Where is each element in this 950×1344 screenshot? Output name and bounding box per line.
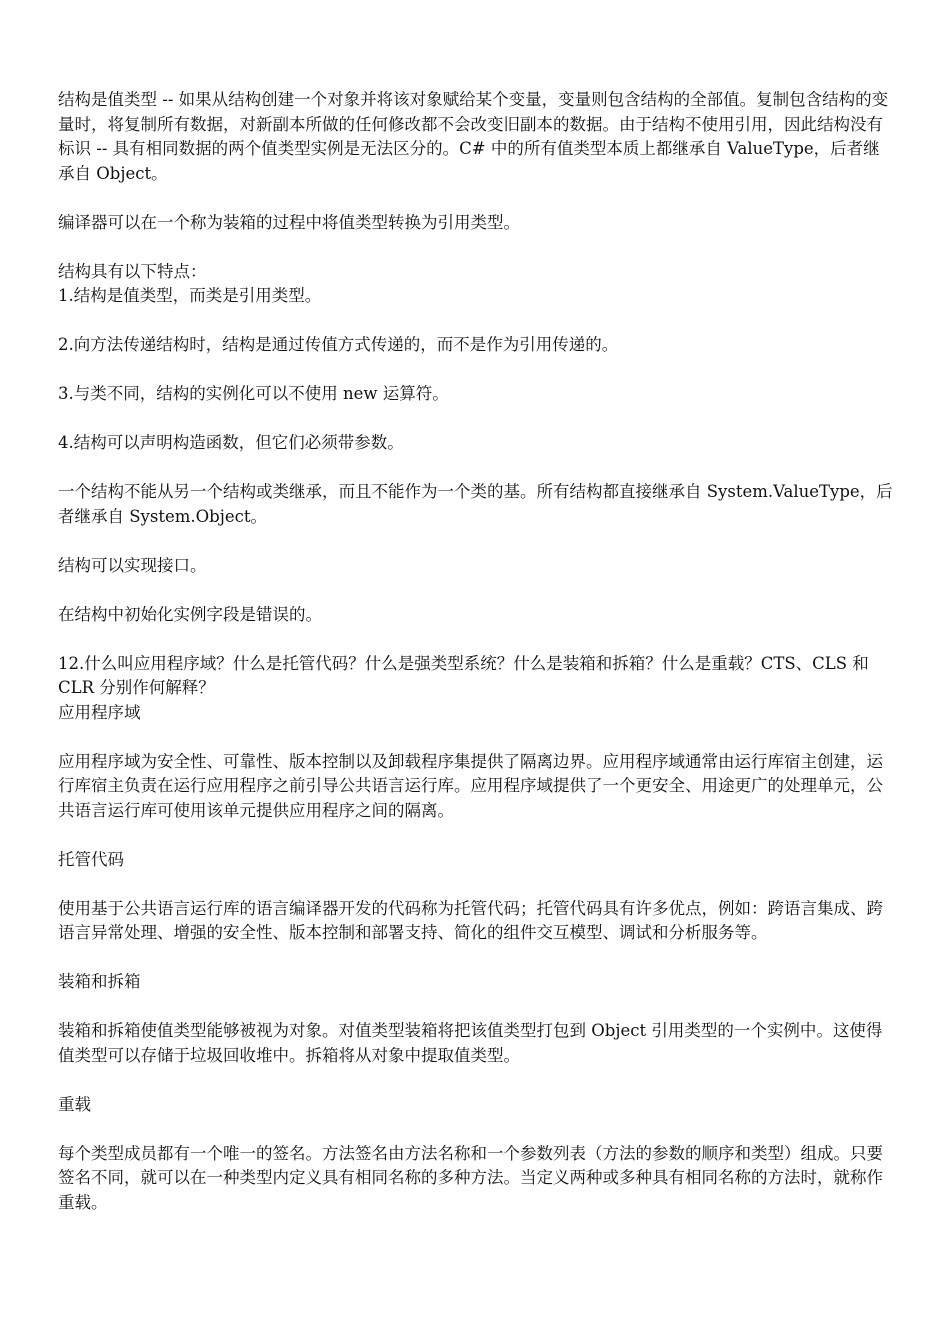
struct-feature-3: 3.与类不同，结构的实例化可以不使用 new 运算符。 xyxy=(58,384,449,403)
heading-appdomain: 应用程序域 xyxy=(58,702,141,722)
paragraph-struct-value-type: 结构是值类型 -- 如果从结构创建一个对象并将该对象赋给某个变量，变量则包含结构的全部值。复制包含结构的变量时，将复制所有数据，对新副本所做的任何修改都不会改变旧副本的数据。由于结构不使用引用，因此结构没有标识 -- 具有相同数据的两个值类型实例是无法区分的。C# 中的所有值类型本质上都继承自 ValueType，后者继承自 Object。 xyxy=(58,90,889,183)
spacer xyxy=(58,186,894,211)
spacer xyxy=(58,407,894,432)
spacer xyxy=(58,456,894,481)
spacer xyxy=(58,946,894,971)
document-body xyxy=(58,88,894,1215)
spacer xyxy=(58,725,894,750)
heading-managed-code: 托管代码 xyxy=(58,849,124,869)
paragraph-managed-code: 使用基于公共语言运行库的语言编译器开发的代码称为托管代码；托管代码具有许多优点，例如：跨语言集成、跨语言异常处理、增强的安全性、版本控制和部署支持、简化的组件交互模型、调试和分析服务等。 xyxy=(58,898,883,942)
spacer xyxy=(58,578,894,603)
spacer xyxy=(58,627,894,652)
paragraph-struct-inheritance: 一个结构不能从另一个结构或类继承，而且不能作为一个类的基。所有结构都直接继承自 System.ValueType，后者继承自 System.Object。 xyxy=(58,482,893,526)
spacer xyxy=(58,358,894,383)
spacer xyxy=(58,1117,894,1142)
spacer xyxy=(58,235,894,260)
struct-feature-4: 4.结构可以声明构造函数，但它们必须带参数。 xyxy=(58,433,404,452)
paragraph-struct-interfaces: 结构可以实现接口。 xyxy=(58,555,207,575)
spacer xyxy=(58,309,894,334)
struct-feature-1: 1.结构是值类型，而类是引用类型。 xyxy=(58,286,322,305)
paragraph-struct-fields: 在结构中初始化实例字段是错误的。 xyxy=(58,604,322,624)
heading-overload: 重载 xyxy=(58,1094,91,1114)
spacer xyxy=(58,1068,894,1093)
heading-boxing: 装箱和拆箱 xyxy=(58,972,141,991)
spacer xyxy=(58,872,894,897)
spacer xyxy=(58,529,894,554)
paragraph-boxing-intro: 编译器可以在一个称为装箱的过程中将值类型转换为引用类型。 xyxy=(58,212,520,232)
paragraph-overload: 每个类型成员都有一个唯一的签名。方法签名由方法名称和一个参数列表（方法的参数的顺序和类型）组成。只要签名不同，就可以在一种类型内定义具有相同名称的多种方法。当定义两种或多种具有相同名称的方法时，就称作重载。 xyxy=(58,1143,883,1212)
spacer xyxy=(58,823,894,848)
struct-features-heading: 结构具有以下特点： xyxy=(58,261,207,281)
struct-feature-2: 2.向方法传递结构时，结构是通过传值方式传递的，而不是作为引用传递的。 xyxy=(58,335,619,354)
paragraph-appdomain: 应用程序域为安全性、可靠性、版本控制以及卸载程序集提供了隔离边界。应用程序域通常由运行库宿主创建，运行库宿主负责在运行应用程序之前引导公共语言运行库。应用程序域提供了一个更安全、用途更广的处理单元，公共语言运行库可使用该单元提供应用程序之间的隔离。 xyxy=(58,751,883,820)
question-12: 12.什么叫应用程序域？什么是托管代码？什么是强类型系统？什么是装箱和拆箱？什么是重载？CTS、CLS 和 CLR 分别作何解释？ xyxy=(58,653,869,697)
paragraph-boxing: 装箱和拆箱使值类型能够被视为对象。对值类型装箱将把该值类型打包到 Object 引用类型的一个实例中。这使得值类型可以存储于垃圾回收堆中。拆箱将从对象中提取值类型。 xyxy=(58,1021,883,1065)
spacer xyxy=(58,995,894,1020)
